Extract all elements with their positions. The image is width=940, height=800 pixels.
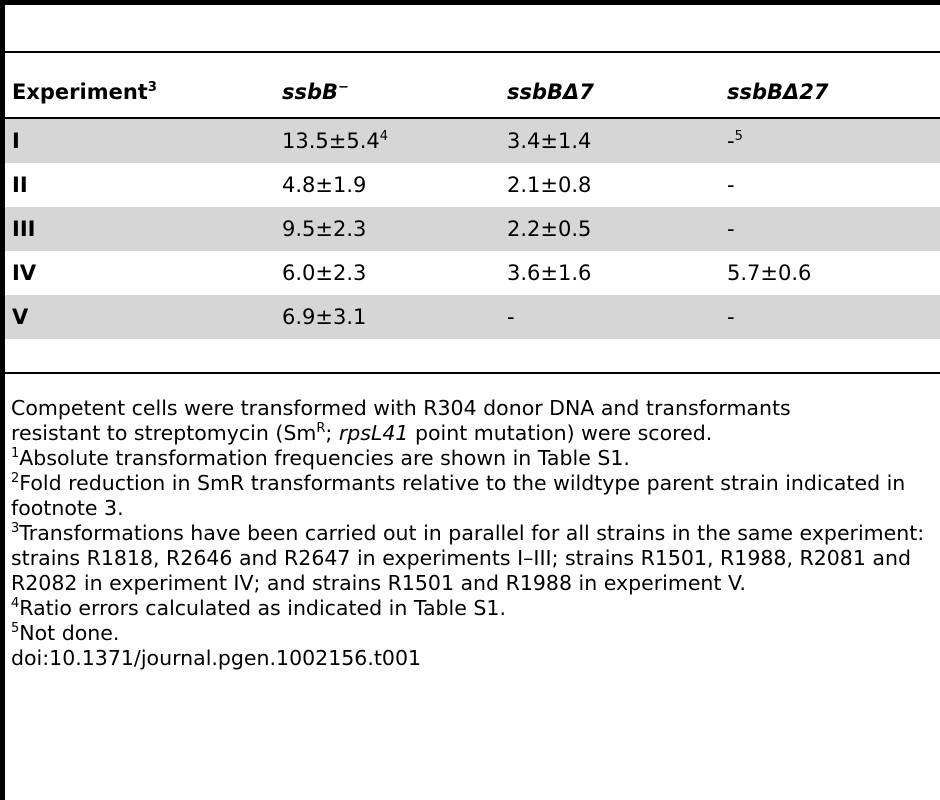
table-row [5, 207, 940, 251]
cell-ssbb-delta27: 5.7±0.6 [727, 261, 812, 285]
header-ssbb-delta7 [500, 64, 720, 119]
cell-ssbb-delta27 [720, 119, 940, 163]
superscript-r: R [316, 421, 326, 437]
footnote-5 [11, 621, 936, 646]
header-row [5, 64, 940, 119]
cell-ssbb-delta27: - [727, 173, 735, 197]
title-rule [5, 51, 940, 53]
header-experiment-label: Experiment [12, 79, 148, 104]
table-row [5, 119, 940, 163]
row-label: I [5, 119, 275, 163]
table-row [5, 163, 940, 207]
cell-ssbb-delta7: 3.4±1.4 [500, 119, 720, 163]
footnote-mark: 5 [734, 129, 743, 144]
cell-value: 13.5±5.4 [282, 129, 380, 153]
intro-line-2: resistant to streptomycin (Sm [11, 421, 317, 445]
cell-ssbb-delta7: - [500, 295, 720, 339]
footnote-mark: 3 [147, 79, 157, 95]
footnote-mark: 4 [379, 129, 389, 144]
footnote-text: Absolute transformation frequencies are shown in Table S1. [19, 446, 630, 470]
header-ssbb-label: ssbB [282, 79, 339, 104]
intro-end: point mutation) were scored. [408, 421, 713, 445]
footnote-mark: 3 [11, 521, 20, 537]
cell-ssbb: 6.0±2.3 [282, 261, 367, 285]
cell-value: - [727, 129, 735, 153]
intro-sep: ; [325, 421, 339, 445]
header-ssbb-delta27 [720, 64, 940, 119]
results-table [5, 64, 940, 339]
footnote-2 [11, 471, 936, 521]
footnote-mark: 1 [11, 446, 20, 462]
cell-ssbb: 4.8±1.9 [282, 173, 367, 197]
footnote-mark: 2 [11, 471, 20, 487]
footnote-1 [11, 446, 936, 471]
footnote-text: Fold reduction in SmR transformants relative to the wildtype parent strain indicated in footnote 3. [11, 471, 906, 520]
intro-italic: rpsL41 [338, 421, 409, 445]
top-border [0, 0, 940, 5]
footnote-text: Not done. [19, 621, 120, 645]
row-label: V [5, 295, 275, 339]
table-row [5, 251, 940, 295]
bottom-rule [5, 372, 940, 374]
row-label: IV [12, 261, 37, 285]
cell-ssbb: 9.5±2.3 [275, 207, 500, 251]
cell-ssbb-delta7: 2.1±0.8 [507, 173, 592, 197]
table-row [5, 295, 940, 339]
footnote-intro [11, 396, 936, 446]
cell-ssbb-delta7: 3.6±1.6 [507, 261, 592, 285]
header-ssbb-delta7-label: ssbBΔ7 [507, 79, 594, 104]
cell-ssbb-delta7: 2.2±0.5 [500, 207, 720, 251]
header-ssbb [275, 64, 500, 119]
footnote-mark: 4 [11, 596, 20, 612]
cell-ssbb [275, 119, 500, 163]
header-experiment [5, 64, 275, 119]
cell-ssbb: 6.9±3.1 [275, 295, 500, 339]
cell-ssbb-delta27: - [720, 207, 940, 251]
doi-line: doi:10.1371/journal.pgen.1002156.t001 [11, 646, 422, 670]
footnote-4 [11, 596, 936, 621]
header-ssbb-delta27-label: ssbBΔ27 [727, 79, 829, 104]
row-label: III [5, 207, 275, 251]
footnote-mark: 5 [11, 621, 20, 637]
footnote-3 [11, 521, 936, 596]
intro-line-1: Competent cells were transformed with R304 donor DNA and transformants [11, 396, 791, 420]
superscript-minus: − [338, 79, 349, 95]
footnote-text: Transformations have been carried out in parallel for all strains in the same experiment: strains R1818, R2646 and R2647 in experiments I–III; strains R1501, R1988, R2081 and R2082 in experiment IV; and strains R1501 and R1988 in experiment V. [11, 521, 925, 595]
footnote-text: Ratio errors calculated as indicated in Table S1. [19, 596, 506, 620]
cell-ssbb-delta27: - [720, 295, 940, 339]
table-footnotes [11, 396, 936, 671]
row-label: II [12, 173, 28, 197]
